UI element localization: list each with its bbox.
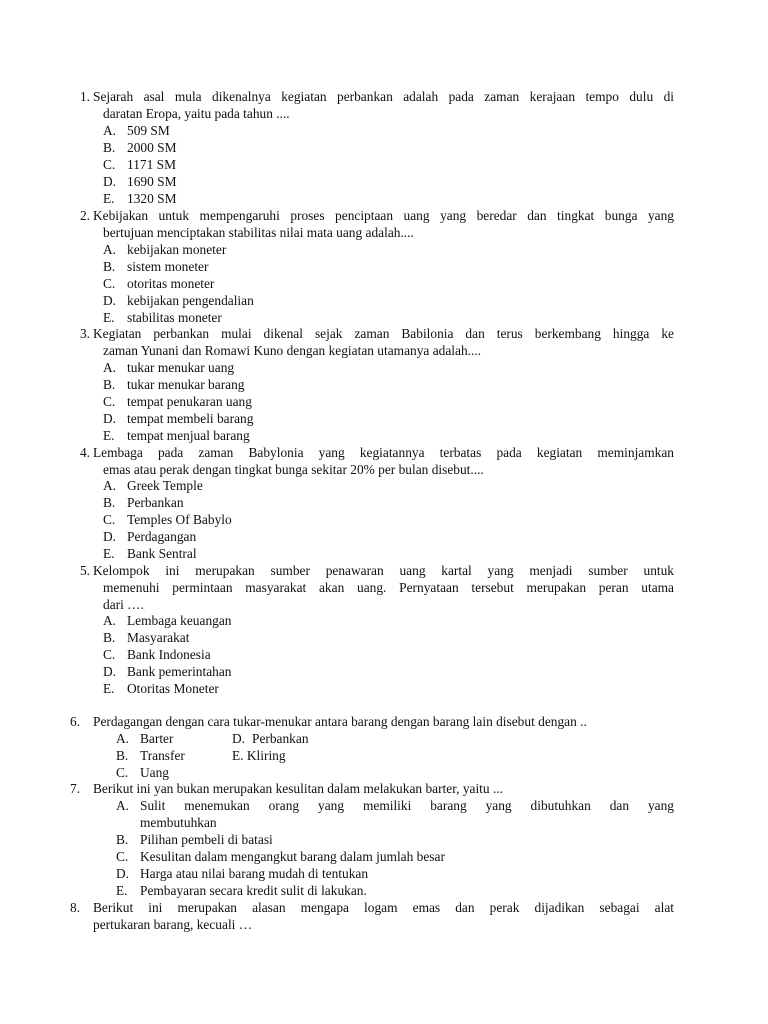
option-a: A. Lembaga keuangan — [103, 613, 232, 628]
option-d: D. Perbankan — [232, 731, 309, 746]
question-text: Sejarah asal mula dikenalnya kegiatan perbankan adalah pada zaman kerajaan tempo dulu di — [93, 89, 674, 104]
option-b: B. Masyarakat — [103, 630, 190, 645]
option-e: E. stabilitas moneter — [103, 310, 222, 325]
option-d: D. Perdagangan — [103, 529, 197, 544]
option-e: E. tempat menjual barang — [103, 428, 250, 443]
question-text: Berikut ini yan bukan merupakan kesulitan dalam melakukan barter, yaitu ... — [93, 781, 503, 796]
question-text: Berikut ini merupakan alasan mengapa logam emas dan perak dijadikan sebagai alat — [93, 900, 674, 915]
option-a: A. 509 SM — [103, 123, 170, 138]
question-text: zaman Yunani dan Romawi Kuno dengan kegiatan utamanya adalah.... — [103, 343, 482, 358]
option-a: A. Barter — [116, 731, 174, 746]
option-e: E. Pembayaran secara kredit sulit di lakukan. — [116, 883, 367, 898]
option-c: C. 1171 SM — [103, 157, 176, 172]
question-text: Lembaga pada zaman Babylonia yang kegiatannya terbatas pada kegiatan meminjamkan — [93, 445, 674, 460]
option-a: A. tukar menukar uang — [103, 360, 235, 375]
option-c: C. Uang — [116, 765, 170, 780]
question-text: dari …. — [103, 597, 144, 612]
option-d: D. tempat membeli barang — [103, 411, 254, 426]
option-b: B. 2000 SM — [103, 140, 177, 155]
question-text: daratan Eropa, yaitu pada tahun .... — [103, 106, 290, 121]
option-c: C. Temples Of Babylo — [103, 512, 232, 527]
option-c: C. Kesulitan dalam mengangkut barang dalam jumlah besar — [116, 849, 445, 864]
question-number: 6. — [70, 714, 81, 729]
option-e: E. Otoritas Moneter — [103, 681, 219, 696]
question-number: 7. — [70, 781, 81, 796]
question-text: memenuhi permintaan masyarakat akan uang. Pernyataan tersebut merupakan peran utama — [103, 580, 674, 595]
option-a: A. Greek Temple — [103, 478, 203, 493]
option-d: D. 1690 SM — [103, 174, 177, 189]
option-a: membutuhkan — [140, 815, 217, 830]
question-text: Perdagangan dengan cara tukar-menukar antara barang dengan barang lain disebut dengan .. — [93, 714, 587, 729]
option-b: B. Transfer — [116, 748, 185, 763]
option-a: Sulit menemukan orang yang memiliki barang yang dibutuhkan dan yang — [140, 798, 674, 813]
option-b: B. Pilihan pembeli di batasi — [116, 832, 273, 847]
question-number: 5. — [79, 563, 90, 578]
option-e: E. Kliring — [232, 748, 286, 763]
question-text: emas atau perak dengan tingkat bunga sekitar 20% per bulan disebut.... — [103, 462, 484, 477]
question-number: 2. — [79, 208, 90, 223]
option-d: D. Harga atau nilai barang mudah di tentukan — [116, 866, 369, 881]
question-text: Kelompok ini merupakan sumber penawaran uang kartal yang menjadi sumber untuk — [93, 563, 674, 578]
question-number: 4. — [79, 445, 90, 460]
option-e: E. 1320 SM — [103, 191, 177, 206]
option-c: C. tempat penukaran uang — [103, 394, 252, 409]
question-text: pertukaran barang, kecuali … — [93, 917, 253, 932]
option-b: B. tukar menukar barang — [103, 377, 245, 392]
option-d: D. kebijakan pengendalian — [103, 293, 254, 308]
option-d: D. Bank pemerintahan — [103, 664, 232, 679]
option-a-letter: A. — [116, 798, 130, 813]
option-b: B. sistem moneter — [103, 259, 209, 274]
option-c: C. Bank Indonesia — [103, 647, 211, 662]
question-number: 3. — [79, 326, 90, 341]
question-text: Kebijakan untuk mempengaruhi proses penciptaan uang yang beredar dan tingkat bunga yang — [93, 208, 674, 223]
option-c: C. otoritas moneter — [103, 276, 215, 291]
option-b: B. Perbankan — [103, 495, 184, 510]
question-text: bertujuan menciptakan stabilitas nilai mata uang adalah.... — [103, 225, 414, 240]
question-text: Kegiatan perbankan mulai dikenal sejak zaman Babilonia dan terus berkembang hingga ke — [93, 326, 674, 341]
option-e: E. Bank Sentral — [103, 546, 197, 561]
question-number: 8. — [70, 900, 81, 915]
question-number: 1. — [79, 89, 90, 104]
option-a: A. kebijakan moneter — [103, 242, 227, 257]
